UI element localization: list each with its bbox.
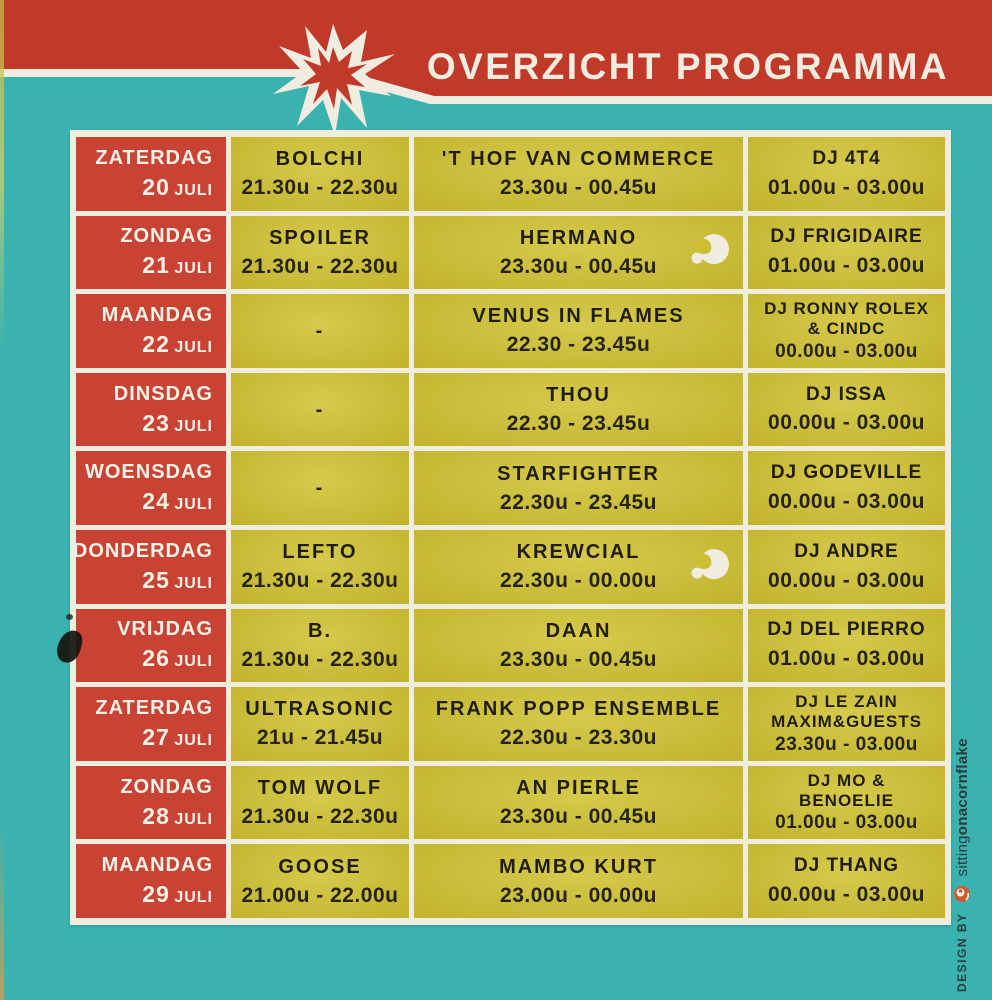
day-name: ZATERDAG xyxy=(95,696,213,719)
day-cell xyxy=(76,609,226,683)
day-cell xyxy=(76,216,226,290)
date-line xyxy=(142,488,213,515)
brand-name xyxy=(954,738,971,876)
act-time: 21.30u - 22.30u xyxy=(241,254,399,278)
act-time: 01.00u - 03.00u xyxy=(768,254,925,278)
brand-normal: sitting xyxy=(953,835,971,877)
act-cell xyxy=(231,766,409,840)
act-time: 21u - 21.45u xyxy=(256,726,384,750)
act-name: AN PIERLE xyxy=(516,777,641,800)
date-number: 29 xyxy=(142,881,170,908)
act-name: - xyxy=(315,477,325,500)
design-by-label: DESIGN BY xyxy=(955,912,969,992)
act-time: 22.30u - 23.30u xyxy=(500,726,657,750)
act-time: 00.00u - 03.00u xyxy=(768,490,925,514)
act-name: B. xyxy=(308,619,332,642)
act-cell xyxy=(414,609,743,683)
act-name: DJ ANDRE xyxy=(794,540,899,562)
act-cell xyxy=(414,687,743,761)
date-month: JULI xyxy=(174,260,213,278)
act-time: 21.30u - 22.30u xyxy=(241,805,399,829)
act-name: - xyxy=(315,319,325,342)
table-row xyxy=(76,294,945,368)
act-name: THOU xyxy=(546,384,611,407)
table-row xyxy=(76,687,945,761)
act-cell xyxy=(231,609,409,683)
act-cell xyxy=(414,373,743,447)
date-number: 24 xyxy=(142,488,170,515)
act-name: MAMBO KURT xyxy=(499,855,658,878)
act-name: DJ DEL PIERRO xyxy=(767,619,926,641)
act-time: 22.30u - 23.45u xyxy=(500,490,657,514)
act-name: TOM WOLF xyxy=(257,777,383,800)
date-line xyxy=(142,724,213,751)
date-number: 22 xyxy=(142,330,170,357)
design-credit xyxy=(953,672,971,992)
date-month: JULI xyxy=(174,574,213,592)
act-time: 23.30u - 00.45u xyxy=(500,805,657,829)
date-line xyxy=(142,567,213,594)
act-cell xyxy=(231,373,409,447)
date-month: JULI xyxy=(174,417,213,435)
table-row xyxy=(76,373,945,447)
page-title: OVERZICHT PROGRAMMA xyxy=(426,46,950,87)
act-name: DJ FRIGIDAIRE xyxy=(770,226,923,248)
act-cell xyxy=(414,451,743,525)
act-time: 00.00u - 03.00u xyxy=(768,411,925,435)
date-line xyxy=(142,881,213,908)
date-month: JULI xyxy=(174,810,213,828)
act-name: DJ RONNY ROLEX & CINDC xyxy=(764,299,929,338)
act-cell xyxy=(231,294,409,368)
table-row xyxy=(76,766,945,840)
act-name: DAAN xyxy=(545,619,612,642)
act-time: 01.00u - 03.00u xyxy=(775,812,918,834)
act-cell xyxy=(748,216,945,290)
act-name: STARFIGHTER xyxy=(497,462,660,485)
act-cell xyxy=(748,530,945,604)
act-time: 23.30u - 00.45u xyxy=(500,647,657,671)
day-cell xyxy=(76,844,226,918)
date-line xyxy=(142,174,213,201)
day-cell xyxy=(76,373,226,447)
act-time: 23.00u - 00.00u xyxy=(500,883,657,907)
brand-bold: onacornflake xyxy=(953,738,971,836)
day-name: WOENSDAG xyxy=(85,461,213,484)
act-time: 00.00u - 03.00u xyxy=(768,883,925,907)
act-cell xyxy=(748,373,945,447)
record-logo-icon xyxy=(685,231,731,269)
act-time: 21.00u - 22.00u xyxy=(241,883,399,907)
date-month: JULI xyxy=(174,653,213,671)
act-time: 21.30u - 22.30u xyxy=(241,647,399,671)
act-cell xyxy=(414,137,743,211)
day-cell xyxy=(76,137,226,211)
table-row xyxy=(76,137,945,211)
table-row xyxy=(76,216,945,290)
act-name: BOLCHI xyxy=(275,148,365,171)
day-name: DINSDAG xyxy=(113,382,213,405)
cornflake-logo-icon xyxy=(953,885,971,903)
date-month: JULI xyxy=(174,731,213,749)
table-row xyxy=(76,844,945,918)
date-number: 25 xyxy=(142,566,170,593)
act-name: DJ 4T4 xyxy=(812,147,881,169)
table-row xyxy=(72,530,945,604)
act-name: 'T HOF VAN COMMERCE xyxy=(441,148,716,171)
act-cell xyxy=(231,216,409,290)
date-line xyxy=(142,645,213,672)
act-cell xyxy=(748,294,945,368)
act-name: SPOILER xyxy=(269,226,371,249)
act-name: VENUS IN FLAMES xyxy=(472,305,685,328)
act-name: - xyxy=(315,398,325,421)
act-cell xyxy=(748,766,945,840)
act-time: 22.30 - 23.45u xyxy=(506,333,651,357)
date-month: JULI xyxy=(174,496,213,514)
ink-speck xyxy=(66,614,73,620)
act-time: 22.30u - 00.00u xyxy=(500,569,657,593)
act-time: 22.30 - 23.45u xyxy=(506,412,651,436)
act-time: 21.30u - 22.30u xyxy=(241,176,399,200)
date-number: 28 xyxy=(142,802,170,829)
act-name: LEFTO xyxy=(282,541,358,564)
act-time: 01.00u - 03.00u xyxy=(768,647,925,671)
day-name: VRIJDAG xyxy=(117,618,213,641)
day-cell xyxy=(72,530,226,604)
table-row xyxy=(76,609,945,683)
act-time: 23.30u - 03.00u xyxy=(775,733,918,755)
date-number: 26 xyxy=(142,645,170,672)
act-name: FRANK POPP ENSEMBLE xyxy=(435,698,722,721)
day-name: MAANDAG xyxy=(101,854,213,877)
day-cell xyxy=(76,687,226,761)
act-cell xyxy=(748,687,945,761)
act-time: 23.30u - 00.45u xyxy=(500,176,657,200)
act-cell xyxy=(231,844,409,918)
date-number: 20 xyxy=(142,173,170,200)
date-line xyxy=(142,331,213,358)
date-number: 23 xyxy=(142,409,170,436)
act-name: DJ ISSA xyxy=(806,383,887,405)
day-name: ZONDAG xyxy=(120,225,213,248)
act-name: ULTRASONIC xyxy=(245,698,395,721)
act-cell xyxy=(414,844,743,918)
day-name: MAANDAG xyxy=(101,303,213,326)
act-name: KREWCIAL xyxy=(516,541,641,564)
date-number: 27 xyxy=(142,723,170,750)
date-line xyxy=(142,410,213,437)
date-month: JULI xyxy=(174,181,213,199)
act-name: DJ LE ZAIN MAXIM&GUESTS xyxy=(771,692,922,731)
date-month: JULI xyxy=(174,889,213,907)
act-cell xyxy=(748,137,945,211)
program-table xyxy=(70,130,951,925)
day-cell xyxy=(76,294,226,368)
act-cell xyxy=(748,609,945,683)
act-cell xyxy=(748,451,945,525)
date-line xyxy=(142,803,213,830)
record-logo-icon xyxy=(685,546,731,584)
act-name: DJ MO & BENOELIE xyxy=(799,771,894,810)
act-time: 21.30u - 22.30u xyxy=(241,569,399,593)
act-cell xyxy=(231,137,409,211)
act-cell xyxy=(414,530,743,604)
day-cell xyxy=(76,451,226,525)
date-number: 21 xyxy=(142,252,170,279)
act-time: 00.00u - 03.00u xyxy=(775,340,918,362)
date-month: JULI xyxy=(174,338,213,356)
scan-edge-strip xyxy=(0,0,4,1000)
act-cell xyxy=(231,687,409,761)
day-name: ZATERDAG xyxy=(95,146,213,169)
act-name: DJ THANG xyxy=(793,855,900,877)
day-name: DONDERDAG xyxy=(72,539,213,562)
act-name: HERMANO xyxy=(519,226,638,249)
act-name: DJ GODEVILLE xyxy=(770,462,923,484)
act-cell xyxy=(414,294,743,368)
act-cell xyxy=(748,844,945,918)
day-name: ZONDAG xyxy=(120,775,213,798)
day-cell xyxy=(76,766,226,840)
act-time: 01.00u - 03.00u xyxy=(768,175,925,199)
act-time: 23.30u - 00.45u xyxy=(500,254,657,278)
table-row xyxy=(76,451,945,525)
act-time: 00.00u - 03.00u xyxy=(768,568,925,592)
act-cell xyxy=(414,216,743,290)
act-cell xyxy=(231,530,409,604)
act-cell xyxy=(414,766,743,840)
act-name: GOOSE xyxy=(278,855,362,878)
act-cell xyxy=(231,451,409,525)
date-line xyxy=(142,252,213,279)
